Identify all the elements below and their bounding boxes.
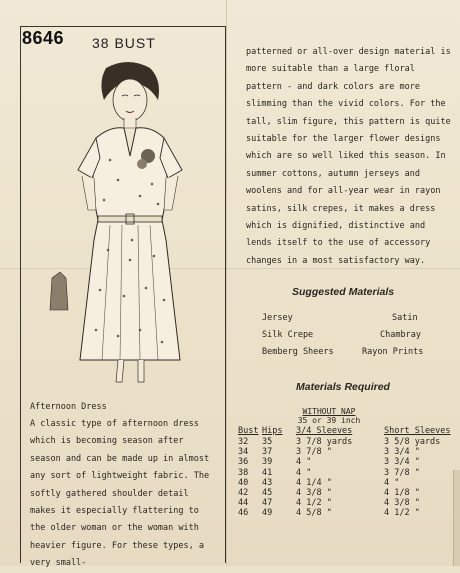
material-silk-crepe: Silk Crepe: [262, 330, 314, 340]
material-jersey: Jersey: [262, 313, 293, 323]
table-cell: 4 3/8 ": [296, 488, 332, 498]
table-cell: 3 7/8 yards: [296, 437, 353, 447]
table-cell: 4 1/4 ": [296, 477, 332, 488]
table-cell: 38: [238, 467, 249, 478]
pattern-number: 8646: [22, 28, 65, 48]
dress-title: Afternoon Dress: [30, 402, 107, 412]
table-cell: 46: [238, 508, 249, 519]
table-cell: 43: [262, 477, 273, 488]
right-description: patterned or all-over design material is more suitable than a large floral pattern - and dark colors are more slimming than the vivid colors. For the tall, slim figure, this pattern is quite suitable for the larger flower designs which are so well liked this season. In summer cottons, autumn jerseys and woolens and for all-year wear in rayon satins, silk crepes, it makes a dress which is dignified, distinctive and lends itself to the use of accessory changes in a most satisfactory way.: [246, 47, 451, 266]
table-cell: 4 ": [384, 477, 400, 488]
table-cell: 47: [262, 498, 273, 509]
bust-size: 38 BUST: [92, 35, 156, 51]
table-cell: 45: [262, 488, 273, 498]
table-cell: 3 3/4 ": [384, 457, 420, 468]
header-bust: Bust: [238, 426, 259, 436]
table-cell: 4 ": [296, 467, 312, 478]
table-cell: 39: [262, 457, 273, 468]
table-cell: 35: [262, 437, 273, 447]
fabric-width-label: 35 or 39 inch: [297, 416, 361, 425]
table-cell: 40: [238, 477, 249, 488]
table-cell: 4 3/8 ": [384, 498, 420, 509]
material-chambray: Chambray: [380, 330, 421, 340]
table-cell: 4 1/2 ": [384, 508, 420, 519]
dress-illustration: [40, 60, 220, 390]
table-cell: 4 ": [296, 457, 312, 468]
table-cell: 41: [262, 467, 273, 478]
page-edge: [453, 470, 460, 566]
materials-required-title: Materials Required: [296, 381, 390, 393]
table-cell: 4 5/8 ": [296, 508, 332, 519]
table-cell: 36: [238, 457, 249, 468]
header-three-quarter-sleeves: 3/4 Sleeves: [296, 426, 353, 436]
table-cell: 44: [238, 498, 249, 509]
table-cell: 42: [238, 488, 249, 498]
table-cell: 49: [262, 508, 273, 519]
table-cell: 4 1/2 ": [296, 498, 332, 509]
table-cell: 3 7/8 ": [296, 447, 332, 458]
table-cell: 3 3/4 ": [384, 447, 420, 458]
table-cell: 3 5/8 yards: [384, 437, 441, 447]
without-nap-label: WITHOUT NAP: [302, 407, 356, 416]
table-cell: 32: [238, 437, 249, 447]
fold-line-vertical: [226, 0, 227, 566]
left-description: A classic type of afternoon dress which is becoming season after season and can be made up in almost any sort of lightweight fabric. The softly gathered shoulder detail makes it especially flattering to the older woman or the woman with heavier figure. For these types, a very small-: [30, 419, 210, 569]
table-cell: 34: [238, 447, 249, 458]
material-satin: Satin: [392, 313, 418, 323]
suggested-materials-title: Suggested Materials: [292, 286, 395, 298]
header-hips: Hips: [262, 426, 283, 436]
material-bemberg-sheers: Bemberg Sheers: [262, 347, 334, 357]
material-rayon-prints: Rayon Prints: [362, 347, 424, 357]
table-cell: 37: [262, 447, 273, 458]
table-cell: 4 1/8 ": [384, 488, 420, 498]
table-cell: 3 7/8 ": [384, 467, 420, 478]
header-short-sleeves: Short Sleeves: [384, 426, 451, 436]
